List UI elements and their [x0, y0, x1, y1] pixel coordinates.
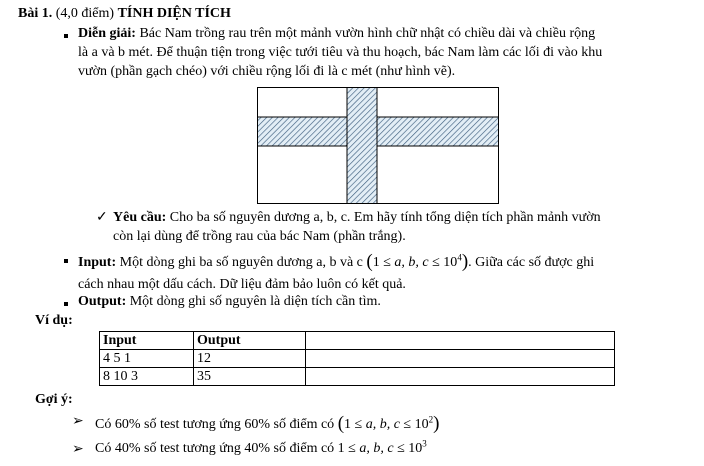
table-cell: 4 5 1 — [100, 350, 194, 368]
arrow-right-icon: ➢ — [72, 414, 84, 429]
explanation-label: Diễn giải: — [78, 26, 136, 41]
table-header-cell: Output — [194, 332, 306, 350]
input-constraint: (1 ≤ a, b, $c \le 10^4$) — [366, 251, 469, 272]
hint-item-2-exp: 3 — [422, 438, 427, 449]
square-bullet-icon — [64, 259, 68, 263]
input-text-2: . Giữa các số được ghi — [468, 255, 595, 270]
output-line — [78, 294, 381, 310]
explanation-text-1: Bác Nam trồng rau trên một mảnh vườn hình chữ nhật có chiều dài và chiều rộng — [139, 26, 596, 41]
problem-title: TÍNH DIỆN TÍCH — [117, 6, 231, 21]
check-icon: ✓ — [96, 210, 108, 225]
hint-item-2-mid: ≤ 10 — [393, 441, 423, 456]
garden-diagram — [257, 87, 500, 205]
arrow-right-icon: ➢ — [72, 442, 84, 457]
problem-points: (4,0 điểm) — [55, 6, 115, 21]
table-cell — [306, 368, 615, 386]
input-text-1: Một dòng ghi ba số nguyên dương a, b và c — [119, 255, 363, 270]
input-label: Input: — [78, 255, 117, 270]
square-bullet-icon — [64, 302, 68, 306]
output-label: Output: — [78, 294, 127, 309]
input-line-1 — [78, 250, 594, 272]
table-header-cell: Input — [100, 332, 194, 350]
requirement-text-1: Cho ba số nguyên dương a, b, c. Em hãy tính tổng diện tích phần mảnh vườn — [169, 210, 601, 225]
square-bullet-icon — [64, 34, 68, 38]
hint-label: Gợi ý: — [35, 392, 73, 407]
requirement-label: Yêu cầu: — [113, 210, 167, 225]
table-cell: 35 — [194, 368, 306, 386]
table-cell: 8 10 3 — [100, 368, 194, 386]
table-row — [100, 350, 615, 368]
table-row — [100, 332, 615, 350]
table-cell: 12 — [194, 350, 306, 368]
problem-number: Bài 1. — [18, 6, 53, 21]
table-header-cell — [306, 332, 615, 350]
output-text: Một dòng ghi số nguyên là diện tích cần tìm. — [129, 294, 381, 309]
input-line-2: cách nhau một dấu cách. Dữ liệu đảm bảo luôn có kết quả. — [78, 277, 406, 292]
example-table — [99, 331, 615, 386]
example-label: Ví dụ: — [35, 313, 73, 328]
requirement-line-1 — [113, 210, 601, 226]
table-cell — [306, 350, 615, 368]
hint-item-1-constraint: (1 ≤ a, b, $c \le 10^2$) — [337, 413, 440, 434]
hint-item-1 — [95, 412, 439, 434]
hint-item-1-text: Có 60% số test tương ứng 60% số điểm có — [95, 417, 335, 432]
problem-heading — [18, 6, 231, 22]
hint-item-2 — [95, 438, 427, 457]
explanation-line-1 — [78, 26, 595, 42]
explanation-line-2: là a và b mét. Để thuận tiện trong việc tưới tiêu và thu hoạch, bác Nam làm các lối đi vào khu — [78, 45, 603, 60]
explanation-line-3: vườn (phần gạch chéo) với chiều rộng lối đi là c mét (như hình vẽ). — [78, 64, 456, 79]
table-row — [100, 368, 615, 386]
hint-item-2-vars: a, b, c — [359, 441, 394, 456]
hint-item-2-text: Có 40% số test tương ứng 40% số điểm có 1 ≤ — [95, 441, 360, 456]
vertical-path — [347, 88, 377, 204]
requirement-line-2: còn lại dùng để trồng rau của bác Nam (phần trắng). — [113, 229, 406, 244]
horizontal-path — [258, 117, 499, 146]
